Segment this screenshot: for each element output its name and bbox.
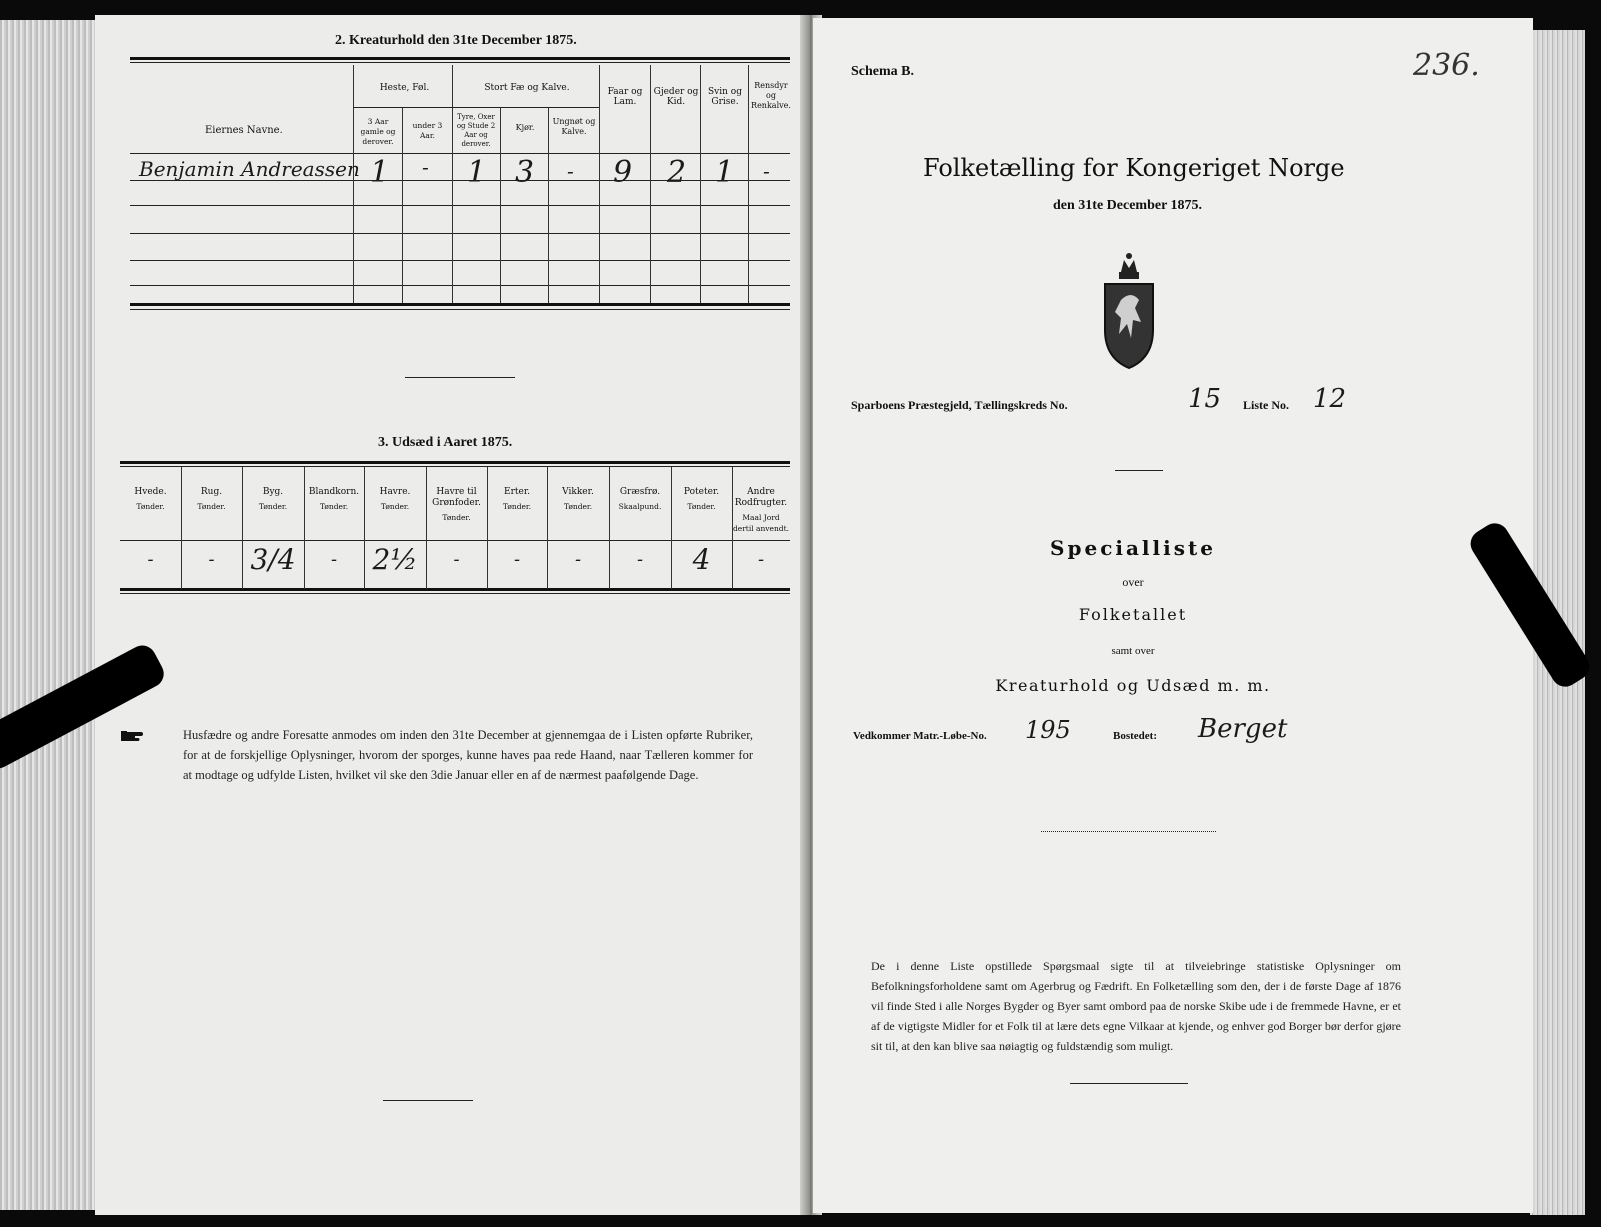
left-page: [95, 15, 810, 1215]
udsaed-col-unit: Tønder.: [502, 502, 532, 511]
over-text-1: over: [1122, 575, 1144, 589]
udsaed-col-name: Vikker.: [562, 487, 594, 497]
udsaed-col-unit: Maal Jord dertil anvendt.: [732, 513, 790, 533]
udsaed-col-unit: Skaalpund.: [618, 502, 662, 511]
udsaed-col-header: [487, 487, 547, 512]
pointing-hand-icon: [120, 727, 148, 745]
udsaed-col-header: [609, 487, 671, 512]
col-header-faar: Faar og Lam.: [607, 87, 643, 107]
udsaed-value: -: [757, 549, 765, 570]
owner-column-header: Eiernes Navne.: [205, 125, 283, 136]
col-header-tyre: Tyre, Oxer og Stude 2 Aar og derover.: [456, 113, 496, 148]
udsaed-col-header: [732, 487, 790, 534]
col-header-3aar: 3 Aar gamle og derover.: [360, 117, 396, 146]
date-line: den 31te December 1875.: [1053, 198, 1203, 213]
udsaed-col-name: Hvede.: [134, 487, 167, 497]
udsaed-col-name: Rug.: [200, 487, 223, 497]
udsaed-col-name: Andre Rodfrugter.: [734, 487, 788, 508]
udsaed-col-header: [671, 487, 732, 512]
udsaed-col-header: [120, 487, 181, 512]
udsaed-col-name: Havre.: [379, 487, 411, 497]
right-page: [813, 18, 1533, 1213]
page-number: 236.: [1413, 48, 1480, 83]
udsaed-value: -: [513, 549, 521, 570]
stort-fae-group-header: Stort Fæ og Kalve.: [484, 83, 570, 93]
value-heste-3aar: 1: [370, 155, 390, 190]
value-rensdyr: -: [763, 159, 770, 183]
udsaed-col-unit: Tønder.: [197, 502, 226, 511]
section2-title: 2. Kreaturhold den 31te December 1875.: [335, 33, 577, 48]
norway-coat-of-arms-icon: [1099, 250, 1159, 380]
matr-label: Vedkommer Matr.-Løbe-No.: [853, 730, 987, 742]
heste-group-header: Heste, Føl.: [379, 83, 430, 93]
udsaed-value: 2½: [372, 543, 418, 576]
udsaed-col-name: Havre til Grønfoder.: [432, 487, 481, 508]
col-header-kjor: Kjør.: [515, 123, 535, 132]
section3-title: 3. Udsæd i Aaret 1875.: [378, 435, 513, 450]
value-gjeder: 2: [667, 155, 687, 190]
udsaed-col-header: [242, 487, 304, 512]
udsaed-col-name: Poteter.: [683, 487, 720, 497]
left-page-edges: [0, 20, 100, 1210]
udsaed-col-unit: Tønder.: [687, 502, 716, 511]
udsaed-col-name: Græsfrø.: [619, 487, 661, 497]
udsaed-col-name: Erter.: [504, 487, 530, 497]
bosted-label: Bostedet:: [1113, 730, 1157, 742]
udsaed-col-header: [304, 487, 364, 512]
value-svin: 1: [715, 155, 735, 190]
col-header-under3aar: under 3 Aar.: [412, 121, 443, 140]
col-header-rensdyr: Rensdyr og Renkalve.: [751, 81, 791, 110]
udsaed-col-header: [547, 487, 609, 512]
col-header-ungnot: Ungnøt og Kalve.: [552, 117, 596, 136]
notice-text: Husfædre og andre Foresatte anmodes om inden den 31te December at gjennemgaa de i Listen opførte Rubriker, for at de forskjellige Oplysninger, hvorom der sporges, kunne haves paa rede Haand, naar Tælleren kommer for at modtage og udfylde Listen, hvilket vil ske den 3die Januar eller en af de nærmest paafølgende Dage.: [183, 728, 753, 782]
specialliste-title: Specialliste: [1050, 536, 1216, 560]
liste-number: 12: [1313, 384, 1347, 414]
udsaed-value: 3/4: [250, 543, 296, 576]
udsaed-col-unit: Tønder.: [380, 502, 410, 511]
col-header-gjeder: Gjeder og Kid.: [653, 87, 699, 107]
matr-number: 195: [1025, 716, 1071, 744]
district-label: Sparboens Præstegjeld, Tællingskreds No.: [851, 398, 1068, 412]
udsaed-value: -: [147, 549, 154, 570]
value-faar: 9: [613, 155, 633, 190]
schema-label: Schema B.: [851, 64, 914, 79]
value-ungnot: -: [567, 159, 574, 183]
udsaed-col-unit: Tønder.: [563, 502, 593, 511]
udsaed-col-unit: Tønder.: [258, 502, 288, 511]
col-header-svin: Svin og Grise.: [708, 87, 742, 107]
udsaed-value: -: [453, 549, 460, 570]
bosted-value: Berget: [1198, 714, 1288, 744]
udsaed-col-name: Byg.: [262, 487, 284, 497]
samt-over-text: samt over: [1111, 645, 1155, 657]
footer-text: De i denne Liste opstillede Spørgsmaal sigte til at tilveiebringe statistiske Oplysninger om Befolkningsforholdene samt om Agerbrug og Fædrift. En Folketælling som den, der i de første Dage af 1876 vil finde Sted i alle Norges Bygder og Byer samt ombord paa de norske Skibe ude i de fremmede Havne, er et af de vigtigste Midler for et Folk til at lære dets egne Vilkaar at kjende, og enhver god Borger bør derfor gjøre sit til, at den kan blive saa nøiagtig og fuldstændig som muligt.: [871, 959, 1401, 1053]
udsaed-value: -: [636, 549, 644, 570]
owner-name: Benjamin Andreassen: [139, 157, 360, 181]
district-number: 15: [1188, 384, 1222, 414]
udsaed-value: -: [330, 549, 338, 570]
liste-label: Liste No.: [1243, 398, 1289, 412]
value-kjor: 3: [515, 155, 535, 190]
kreaturhold-line: Kreaturhold og Udsæd m. m.: [995, 676, 1271, 695]
udsaed-value: 4: [692, 543, 711, 576]
udsaed-col-unit: Tønder.: [136, 502, 165, 511]
value-heste-under3: -: [422, 155, 429, 179]
folketallet-text: Folketallet: [1078, 605, 1188, 624]
main-title: Folketælling for Kongeriget Norge: [923, 154, 1345, 182]
udsaed-value: -: [208, 549, 215, 570]
udsaed-col-header: [364, 487, 426, 512]
value-tyre: 1: [467, 155, 487, 190]
udsaed-col-header: [181, 487, 242, 512]
udsaed-col-unit: Tønder.: [442, 513, 471, 522]
udsaed-col-header: [426, 487, 487, 523]
udsaed-col-unit: Tønder.: [319, 502, 349, 511]
udsaed-value: -: [574, 549, 582, 570]
udsaed-col-name: Blandkorn.: [308, 487, 360, 497]
